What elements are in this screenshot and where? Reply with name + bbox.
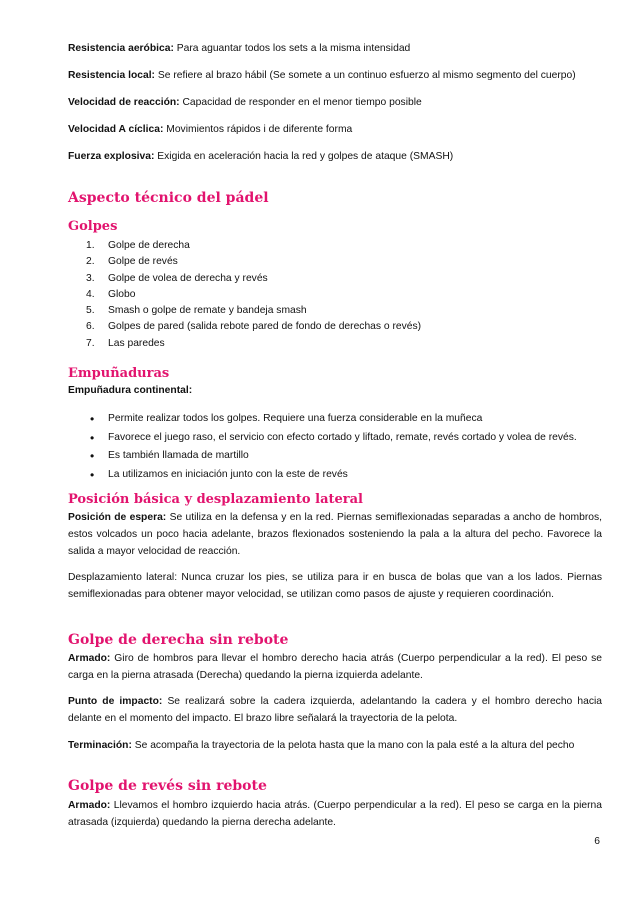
list-item: • La utilizamos en iniciación junto con la este de revés [68,466,602,485]
desplazamiento-lateral-paragraph: Desplazamiento lateral: Nunca cruzar los pies, se utiliza para ir en busca de bolas que van a los lados. Piernas semiflexionadas para obtener mayor velocidad, se utilizan como pasos de ajuste y requieren coordinación. [68,572,602,600]
list-item: 7. Las paredes [86,337,165,349]
golpe-reves-heading: Golpe de revés sin rebote [68,778,267,794]
bullet-icon: • [90,412,95,426]
bullet-icon: • [90,449,95,463]
list-item: • Permite realizar todos los golpes. Requiere una fuerza considerable en la muñeca [68,410,602,429]
derecha-terminacion-paragraph: Terminación: Se acompaña la trayectoria de la pelota hasta que la mano con la pala esté a la altura del pecho [68,740,575,751]
bullet-icon: • [90,467,95,482]
list-item: 2. Golpe de revés [86,256,178,268]
list-item: • Es también llamada de martillo [68,447,602,466]
empunaduras-heading: Empuñaduras [68,366,170,381]
golpe-derecha-heading: Golpe de derecha sin rebote [68,632,289,648]
definition-velocidad-reaccion: Velocidad de reacción: Capacidad de responder en el menor tiempo posible [68,97,422,108]
empunadura-continental-subheading: Empuñadura continental: [68,385,193,396]
bullet-icon: • [90,430,95,445]
definition-fuerza-explosiva: Fuerza explosiva: Exigida en aceleración hacia la red y golpes de ataque (SMASH) [68,151,454,162]
aspecto-tecnico-heading: Aspecto técnico del pádel [68,190,269,206]
posicion-basica-heading: Posición básica y desplazamiento lateral [68,492,363,507]
list-item: 3. Golpe de volea de derecha y revés [86,272,268,284]
list-item: • Favorece el juego raso, el servicio con efecto cortado y liftado, remate, revés cortado y volea de revés. [68,429,602,448]
golpes-heading: Golpes [68,219,118,234]
derecha-impacto-paragraph: Punto de impacto: Se realizará sobre la cadera izquierda, adelantando la cadera y el hombro derecho hacia delante en el momento del impacto. El brazo libre señalará la trayectoria de la pelota. [68,696,603,724]
derecha-armado-paragraph: Armado: Giro de hombros para llevar el hombro derecho hacia atrás (Cuerpo perpendicular a la red). El peso se carga en la pierna atrasada (Derecha) quedando la pierna izquierda adelante. [68,653,602,681]
list-item: 6. Golpes de pared (salida rebote pared de fondo de derechas o revés) [86,321,422,333]
definition-resistencia-local: Resistencia local: Se refiere al brazo hábil (Se somete a un continuo esfuerzo al mismo segmento del cuerpo) [68,70,576,81]
reves-armado-paragraph: Armado: Llevamos el hombro izquierdo hacia atrás. (Cuerpo perpendicular a la red). El peso se carga en la pierna atrasada (izquierda) quedando la pierna derecha adelante. [68,800,602,828]
definition-resistencia-aerobica: Resistencia aeróbica: Para aguantar todos los sets a la misma intensidad [68,43,411,54]
list-item: 1. Golpe de derecha [86,240,190,251]
page-number: 6 [594,836,600,847]
list-item: 4. Globo [86,288,136,300]
list-item: 5. Smash o golpe de remate y bandeja smash [86,305,307,317]
golpes-list [68,238,602,352]
posicion-espera-paragraph: Posición de espera: Se utiliza en la defensa y en la red. Piernas semiflexionadas separadas a ancho de hombros, estos volcados un poco hacia adelante, brazos flexionados sosteniendo la pala a la altura del pecho. Favorece la salida a mayor velocidad de reacción. [68,512,602,557]
empunadura-list [68,410,602,484]
definition-velocidad-aciclica: Velocidad A cíclica: Movimientos rápidos i de diferente forma [68,124,353,135]
